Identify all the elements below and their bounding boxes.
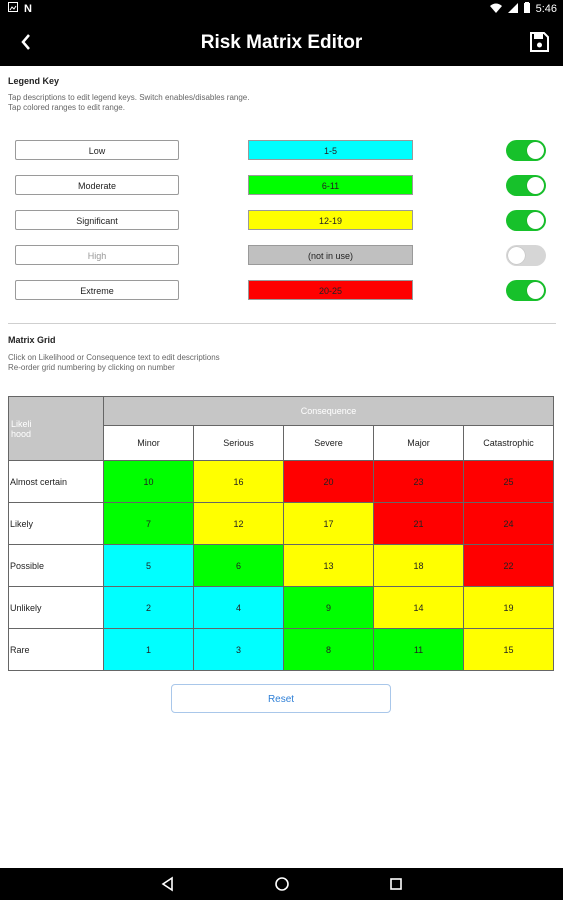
- legend-range-extreme[interactable]: 20-25: [248, 280, 413, 300]
- grid-cell[interactable]: 6: [194, 545, 284, 587]
- grid-cell[interactable]: 15: [464, 629, 554, 671]
- legend-range-moderate[interactable]: 6-11: [248, 175, 413, 195]
- column-header-catastrophic[interactable]: Catastrophic: [464, 426, 554, 461]
- reset-button[interactable]: Reset: [171, 684, 391, 713]
- grid-cell[interactable]: 11: [374, 629, 464, 671]
- nav-back-icon: [160, 876, 176, 892]
- grid-cell[interactable]: 9: [284, 587, 374, 629]
- grid-cell[interactable]: 24: [464, 503, 554, 545]
- legend-description-moderate[interactable]: Moderate: [15, 175, 179, 195]
- toggle-knob: [527, 142, 544, 159]
- legend-range-high[interactable]: (not in use): [248, 245, 413, 265]
- grid-cell[interactable]: 1: [104, 629, 194, 671]
- nav-home-button[interactable]: [274, 876, 290, 892]
- grid-cell[interactable]: 12: [194, 503, 284, 545]
- grid-cell[interactable]: 8: [284, 629, 374, 671]
- legend-row-moderate: [0, 175, 563, 197]
- status-bar: [0, 0, 563, 18]
- grid-cell[interactable]: 19: [464, 587, 554, 629]
- column-header-major[interactable]: Major: [374, 426, 464, 461]
- legend-toggle-high[interactable]: [506, 245, 546, 266]
- legend-row-extreme: [0, 280, 563, 302]
- matrix-hint-2: Re-order grid numbering by clicking on number: [8, 363, 175, 372]
- nav-recents-icon: [388, 876, 404, 892]
- grid-cell[interactable]: 22: [464, 545, 554, 587]
- legend-section-title: Legend Key: [8, 76, 60, 86]
- legend-hint-1: Tap descriptions to edit legend keys. Switch enables/disables range.: [8, 93, 250, 102]
- legend-row-high: [0, 245, 563, 267]
- legend-range-significant[interactable]: 12-19: [248, 210, 413, 230]
- grid-cell[interactable]: 4: [194, 587, 284, 629]
- row-header-possible[interactable]: Possible: [9, 545, 104, 587]
- battery-icon: [524, 2, 530, 16]
- page-title: Risk Matrix Editor: [200, 32, 363, 53]
- table-row: [9, 629, 554, 671]
- grid-cell[interactable]: 13: [284, 545, 374, 587]
- grid-cell[interactable]: 20: [284, 461, 374, 503]
- grid-cell[interactable]: 17: [284, 503, 374, 545]
- grid-cell[interactable]: 16: [194, 461, 284, 503]
- row-header-likely[interactable]: Likely: [9, 503, 104, 545]
- matrix-section-title: Matrix Grid: [8, 335, 56, 345]
- grid-cell[interactable]: 7: [104, 503, 194, 545]
- grid-cell[interactable]: 21: [374, 503, 464, 545]
- table-row: [9, 461, 554, 503]
- toggle-knob: [527, 177, 544, 194]
- app-notification-icon: N: [24, 2, 32, 15]
- legend-toggle-moderate[interactable]: [506, 175, 546, 196]
- table-row: [9, 545, 554, 587]
- legend-description-significant[interactable]: Significant: [15, 210, 179, 230]
- nav-home-icon: [274, 876, 290, 892]
- grid-cell[interactable]: 18: [374, 545, 464, 587]
- legend-hint-2: Tap colored ranges to edit range.: [8, 103, 125, 112]
- likelihood-label-line-2: hood: [11, 428, 32, 439]
- legend-description-low[interactable]: Low: [15, 140, 179, 160]
- row-header-unlikely[interactable]: Unlikely: [9, 587, 104, 629]
- matrix-hint-1: Click on Likelihood or Consequence text to edit descriptions: [8, 353, 220, 362]
- wifi-icon: [490, 3, 502, 16]
- status-time: 5:46: [535, 3, 557, 15]
- grid-cell[interactable]: 14: [374, 587, 464, 629]
- legend-row-low: [0, 140, 563, 162]
- grid-cell[interactable]: 10: [104, 461, 194, 503]
- legend-toggle-extreme[interactable]: [506, 280, 546, 301]
- nav-back-button[interactable]: [160, 876, 176, 892]
- navigation-bar: [0, 868, 563, 900]
- grid-cell[interactable]: 2: [104, 587, 194, 629]
- column-header-minor[interactable]: Minor: [104, 426, 194, 461]
- toggle-knob: [508, 247, 525, 264]
- row-header-almost-certain[interactable]: Almost certain: [9, 461, 104, 503]
- likelihood-label-line-1: Likeli: [11, 418, 32, 429]
- signal-icon: [508, 3, 518, 16]
- row-header-rare[interactable]: Rare: [9, 629, 104, 671]
- grid-cell[interactable]: 25: [464, 461, 554, 503]
- column-header-serious[interactable]: Serious: [194, 426, 284, 461]
- table-row: [9, 587, 554, 629]
- legend-description-high[interactable]: High: [15, 245, 179, 265]
- risk-matrix-grid: [8, 396, 554, 671]
- legend-row-significant: [0, 210, 563, 232]
- app-bar: [0, 18, 563, 66]
- grid-cell[interactable]: 3: [194, 629, 284, 671]
- table-row: [9, 503, 554, 545]
- legend-description-extreme[interactable]: Extreme: [15, 280, 179, 300]
- toggle-knob: [527, 282, 544, 299]
- grid-cell[interactable]: 23: [374, 461, 464, 503]
- save-button[interactable]: [527, 30, 551, 54]
- toggle-knob: [527, 212, 544, 229]
- likelihood-header[interactable]: [9, 397, 104, 461]
- image-notification-icon: [8, 2, 18, 15]
- grid-cell[interactable]: 5: [104, 545, 194, 587]
- save-icon: [527, 30, 551, 54]
- section-divider: [8, 323, 556, 324]
- column-header-severe[interactable]: Severe: [284, 426, 374, 461]
- legend-range-low[interactable]: 1-5: [248, 140, 413, 160]
- legend-toggle-low[interactable]: [506, 140, 546, 161]
- legend-toggle-significant[interactable]: [506, 210, 546, 231]
- consequence-header[interactable]: Consequence: [104, 397, 554, 426]
- nav-recents-button[interactable]: [388, 876, 404, 892]
